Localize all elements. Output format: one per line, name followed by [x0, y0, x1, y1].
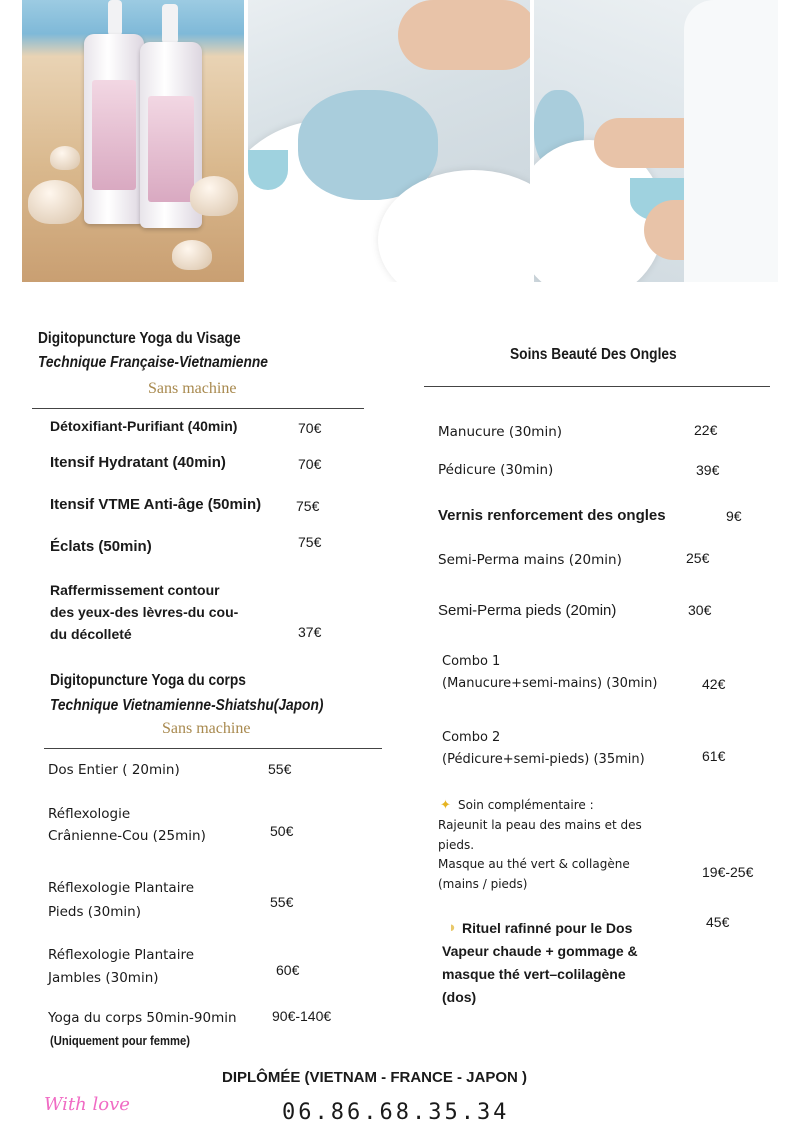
- list-item-line: (Manucure+semi-mains) (30min): [442, 676, 658, 691]
- list-item-line: masque thé vert–colilagène: [442, 966, 626, 982]
- list-item-line: Raffermissement contour: [50, 582, 220, 598]
- price: 39€: [696, 462, 720, 478]
- price: 19€-25€: [702, 864, 754, 880]
- list-item: Vernis renforcement des ongles: [438, 507, 666, 524]
- list-item-line: Rituel rafinné pour le Dos: [462, 920, 633, 936]
- list-item-line: (Pédicure+semi-pieds) (35min): [442, 752, 645, 767]
- price: 55€: [268, 761, 292, 777]
- list-item-line: Rajeunit la peau des mains et des: [438, 818, 642, 832]
- list-item-line: Vapeur chaude + gommage &: [442, 943, 638, 959]
- list-item-line: Réflexologie: [48, 806, 131, 822]
- list-item-line: des yeux-des lèvres-du cou-: [50, 604, 239, 620]
- divider: [424, 386, 770, 387]
- price: 60€: [276, 962, 300, 978]
- list-item-line: Réflexologie Plantaire: [48, 947, 195, 963]
- list-item-line: Masque au thé vert & collagène: [438, 857, 630, 871]
- price: 70€: [298, 420, 322, 436]
- list-item-note: (Uniquement pour femme): [50, 1034, 191, 1048]
- list-item-line: Réflexologie Plantaire: [48, 880, 195, 896]
- price: 45€: [706, 914, 730, 930]
- corps-subtitle: Technique Vietnamienne-Shiatshu(Japon): [50, 697, 324, 714]
- photo-banner: [22, 0, 778, 282]
- ongles-title: Soins Beauté Des Ongles: [510, 346, 677, 363]
- price: 61€: [702, 748, 726, 764]
- mask-application-photo: [534, 0, 778, 282]
- list-item: Semi-Perma mains (20min): [438, 552, 622, 568]
- price: 70€: [298, 456, 322, 472]
- list-item: Manucure (30min): [438, 424, 563, 440]
- list-item: Itensif VTME Anti-âge (50min): [50, 496, 262, 513]
- price: 25€: [686, 550, 710, 566]
- list-item-line: Combo 1: [442, 654, 501, 669]
- price: 75€: [298, 534, 322, 550]
- list-item: Pédicure (30min): [438, 462, 554, 478]
- price: 50€: [270, 823, 294, 839]
- list-item-line: Combo 2: [442, 730, 501, 745]
- list-item: Éclats (50min): [50, 538, 152, 555]
- list-item-line: Pieds (30min): [48, 904, 141, 920]
- list-item-line: Crânienne-Cou (25min): [48, 828, 206, 844]
- list-item: Semi-Perma pieds (20min): [438, 602, 617, 619]
- list-item: Yoga du corps 50min-90min: [48, 1010, 237, 1026]
- price: 55€: [270, 894, 294, 910]
- facial-treatment-photo: [248, 0, 530, 282]
- product-photo: [22, 0, 244, 282]
- visage-note: Sans machine: [148, 380, 237, 397]
- price: 90€-140€: [272, 1008, 332, 1024]
- list-item-line: (mains / pieds): [438, 877, 528, 891]
- list-item: Itensif Hydratant (40min): [50, 454, 226, 471]
- list-item-line: Soin complémentaire :: [458, 798, 594, 812]
- visage-subtitle: Technique Française-Vietnamienne: [38, 354, 268, 371]
- list-item-line: pieds.: [438, 838, 475, 852]
- list-item: Dos Entier ( 20min): [48, 762, 180, 778]
- price: 9€: [726, 508, 742, 524]
- price: 75€: [296, 498, 320, 514]
- corps-title: Digitopuncture Yoga du corps: [50, 672, 246, 689]
- list-item-line: du décolleté: [50, 626, 132, 642]
- shell-icon: ◗: [448, 919, 458, 936]
- list-item: Détoxifiant-Purifiant (40min): [50, 418, 238, 434]
- price: 37€: [298, 624, 322, 640]
- price: 42€: [702, 676, 726, 692]
- list-item-line: Jambles (30min): [48, 970, 159, 986]
- sparkle-icon: ✦: [440, 797, 451, 812]
- signature: With love: [44, 1094, 130, 1115]
- price: 30€: [688, 602, 712, 618]
- divider: [44, 748, 382, 749]
- divider: [32, 408, 364, 409]
- phone-number: 06.86.68.35.34: [282, 1100, 510, 1125]
- corps-note: Sans machine: [162, 720, 251, 737]
- diploma: DIPLÔMÉE (VIETNAM - FRANCE - JAPON ): [222, 1069, 528, 1086]
- visage-title: Digitopuncture Yoga du Visage: [38, 330, 241, 347]
- list-item-line: (dos): [442, 989, 477, 1005]
- price: 22€: [694, 422, 718, 438]
